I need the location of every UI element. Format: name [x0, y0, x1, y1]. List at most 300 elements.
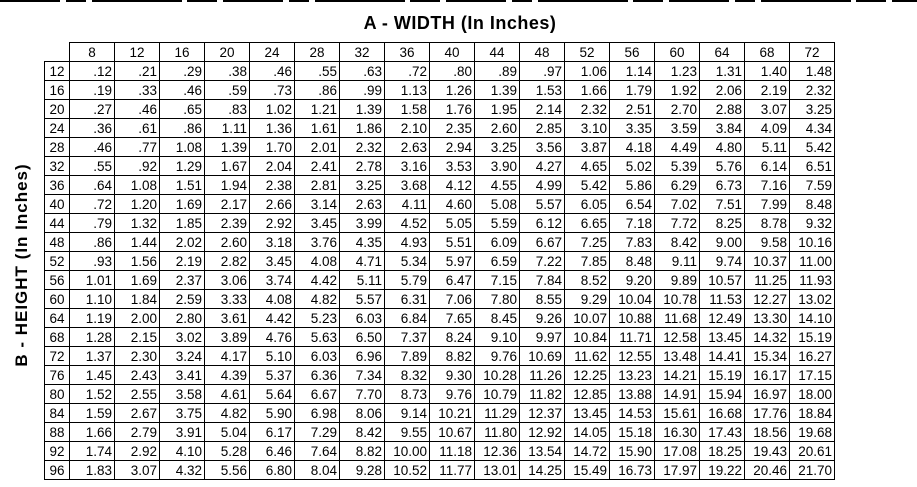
value-cell: 5.04 — [205, 423, 250, 442]
value-cell: 4.52 — [385, 214, 430, 233]
height-row-header: 84 — [45, 404, 70, 423]
width-header-cell: 68 — [745, 43, 790, 62]
value-cell: 12.58 — [655, 328, 700, 347]
value-cell: 1.26 — [430, 81, 475, 100]
value-cell: 2.02 — [160, 233, 205, 252]
value-cell: 6.96 — [340, 347, 385, 366]
width-axis-title: A - WIDTH (In Inches) — [363, 13, 557, 33]
value-cell: 17.97 — [655, 461, 700, 480]
value-cell: 14.91 — [655, 385, 700, 404]
value-cell: 2.04 — [250, 157, 295, 176]
value-cell: 2.82 — [205, 252, 250, 271]
value-cell: 5.05 — [430, 214, 475, 233]
value-cell: 2.78 — [340, 157, 385, 176]
width-header-cell: 8 — [70, 43, 115, 62]
value-cell: 7.25 — [565, 233, 610, 252]
value-cell: .55 — [70, 157, 115, 176]
value-cell: .93 — [70, 252, 115, 271]
value-cell: 13.45 — [565, 404, 610, 423]
value-cell: .59 — [205, 81, 250, 100]
value-cell: 11.53 — [700, 290, 745, 309]
value-cell: 15.18 — [610, 423, 655, 442]
value-cell: 9.58 — [745, 233, 790, 252]
value-cell: 5.86 — [610, 176, 655, 195]
value-cell: 8.55 — [520, 290, 565, 309]
value-cell: 13.01 — [475, 461, 520, 480]
value-cell: 6.51 — [790, 157, 835, 176]
table-row — [45, 309, 835, 328]
value-cell: 3.45 — [250, 252, 295, 271]
value-cell: 4.80 — [700, 138, 745, 157]
value-cell: 3.89 — [205, 328, 250, 347]
value-cell: 12.92 — [520, 423, 565, 442]
value-cell: 1.21 — [295, 100, 340, 119]
width-header-cell: 20 — [205, 43, 250, 62]
value-cell: .92 — [115, 157, 160, 176]
value-cell: 6.46 — [250, 442, 295, 461]
table-row — [45, 195, 835, 214]
value-cell: 3.84 — [700, 119, 745, 138]
value-cell: 5.63 — [295, 328, 340, 347]
width-header-cell: 16 — [160, 43, 205, 62]
value-cell: 16.68 — [700, 404, 745, 423]
value-cell: 11.62 — [565, 347, 610, 366]
value-cell: 12.55 — [610, 347, 655, 366]
value-cell: 1.14 — [610, 62, 655, 81]
value-cell: 14.05 — [565, 423, 610, 442]
value-cell: 1.39 — [475, 81, 520, 100]
value-cell: 8.78 — [745, 214, 790, 233]
value-cell: 8.82 — [340, 442, 385, 461]
height-row-header: 40 — [45, 195, 70, 214]
value-cell: 10.79 — [475, 385, 520, 404]
value-cell: 21.70 — [790, 461, 835, 480]
value-cell: 3.25 — [475, 138, 520, 157]
table-row — [45, 252, 835, 271]
value-cell: 2.17 — [205, 195, 250, 214]
value-cell: 19.68 — [790, 423, 835, 442]
width-header-cell: 60 — [655, 43, 700, 62]
value-cell: 15.34 — [745, 347, 790, 366]
value-cell: 9.00 — [700, 233, 745, 252]
value-cell: 1.45 — [70, 366, 115, 385]
value-cell: 13.02 — [790, 290, 835, 309]
value-cell: 3.07 — [745, 100, 790, 119]
value-cell: 8.48 — [790, 195, 835, 214]
value-cell: 4.82 — [295, 290, 340, 309]
width-header-cell: 64 — [700, 43, 745, 62]
value-cell: 20.61 — [790, 442, 835, 461]
value-cell: 4.08 — [295, 252, 340, 271]
value-cell: 2.80 — [160, 309, 205, 328]
value-cell: 6.36 — [295, 366, 340, 385]
value-cell: 1.08 — [115, 176, 160, 195]
value-cell: 4.11 — [385, 195, 430, 214]
value-cell: 14.21 — [655, 366, 700, 385]
value-cell: 2.15 — [115, 328, 160, 347]
value-cell: .21 — [115, 62, 160, 81]
value-cell: .97 — [520, 62, 565, 81]
value-cell: 4.34 — [790, 119, 835, 138]
value-cell: 5.76 — [700, 157, 745, 176]
value-cell: 3.10 — [565, 119, 610, 138]
height-row-header: 24 — [45, 119, 70, 138]
value-cell: 1.51 — [160, 176, 205, 195]
value-cell: 1.52 — [70, 385, 115, 404]
value-cell: 3.61 — [205, 309, 250, 328]
value-cell: 4.76 — [250, 328, 295, 347]
value-cell: 7.64 — [295, 442, 340, 461]
value-cell: 3.33 — [205, 290, 250, 309]
value-cell: 4.09 — [745, 119, 790, 138]
table-row — [45, 62, 835, 81]
value-cell: 1.44 — [115, 233, 160, 252]
value-cell: 3.06 — [205, 271, 250, 290]
value-cell: 8.04 — [295, 461, 340, 480]
value-cell: .12 — [70, 62, 115, 81]
height-row-header: 76 — [45, 366, 70, 385]
value-cell: 3.56 — [520, 138, 565, 157]
value-cell: 7.72 — [655, 214, 700, 233]
value-cell: 6.98 — [295, 404, 340, 423]
value-cell: 5.57 — [340, 290, 385, 309]
value-cell: 14.32 — [745, 328, 790, 347]
value-cell: 7.16 — [745, 176, 790, 195]
value-cell: 4.65 — [565, 157, 610, 176]
value-cell: 19.43 — [745, 442, 790, 461]
value-cell: 3.41 — [160, 366, 205, 385]
value-cell: 7.02 — [655, 195, 700, 214]
value-cell: 10.78 — [655, 290, 700, 309]
value-cell: 14.53 — [610, 404, 655, 423]
value-cell: 1.20 — [115, 195, 160, 214]
value-cell: 17.08 — [655, 442, 700, 461]
table-row — [45, 214, 835, 233]
value-cell: 1.06 — [565, 62, 610, 81]
value-cell: .27 — [70, 100, 115, 119]
value-cell: 18.00 — [790, 385, 835, 404]
value-cell: 1.58 — [385, 100, 430, 119]
value-cell: 5.57 — [520, 195, 565, 214]
value-cell: 2.66 — [250, 195, 295, 214]
value-cell: .36 — [70, 119, 115, 138]
value-cell: 4.10 — [160, 442, 205, 461]
width-header-cell: 28 — [295, 43, 340, 62]
value-cell: 5.64 — [250, 385, 295, 404]
value-cell: 8.06 — [340, 404, 385, 423]
table-row — [45, 385, 835, 404]
value-cell: 2.32 — [340, 138, 385, 157]
value-cell: 4.60 — [430, 195, 475, 214]
width-header-cell: 48 — [520, 43, 565, 62]
value-cell: 2.32 — [790, 81, 835, 100]
value-cell: 4.42 — [295, 271, 340, 290]
value-cell: 9.28 — [340, 461, 385, 480]
value-cell: 17.15 — [790, 366, 835, 385]
value-cell: 11.77 — [430, 461, 475, 480]
value-cell: 1.69 — [160, 195, 205, 214]
value-cell: 1.48 — [790, 62, 835, 81]
value-cell: 1.76 — [430, 100, 475, 119]
value-cell: 13.23 — [610, 366, 655, 385]
value-cell: 2.55 — [115, 385, 160, 404]
value-cell: 9.20 — [610, 271, 655, 290]
height-row-header: 52 — [45, 252, 70, 271]
value-cell: 4.99 — [520, 176, 565, 195]
value-cell: 5.51 — [430, 233, 475, 252]
value-cell: .38 — [205, 62, 250, 81]
value-cell: 6.09 — [475, 233, 520, 252]
value-cell: .79 — [70, 214, 115, 233]
value-cell: 7.65 — [430, 309, 475, 328]
value-cell: 17.43 — [700, 423, 745, 442]
value-cell: 4.32 — [160, 461, 205, 480]
value-cell: 5.42 — [565, 176, 610, 195]
value-cell: 10.21 — [430, 404, 475, 423]
value-cell: 1.13 — [385, 81, 430, 100]
value-cell: 9.29 — [565, 290, 610, 309]
value-cell: 2.79 — [115, 423, 160, 442]
value-cell: 7.18 — [610, 214, 655, 233]
value-cell: 8.42 — [655, 233, 700, 252]
value-cell: 2.35 — [430, 119, 475, 138]
value-cell: 16.97 — [745, 385, 790, 404]
value-cell: 2.19 — [745, 81, 790, 100]
width-header-cell: 24 — [250, 43, 295, 62]
value-cell: 15.94 — [700, 385, 745, 404]
height-row-header: 44 — [45, 214, 70, 233]
value-cell: 10.88 — [610, 309, 655, 328]
table-row — [45, 290, 835, 309]
value-cell: 5.34 — [385, 252, 430, 271]
value-cell: .29 — [160, 62, 205, 81]
value-cell: .19 — [70, 81, 115, 100]
width-header-cell: 72 — [790, 43, 835, 62]
value-cell: 9.89 — [655, 271, 700, 290]
width-header-cell: 36 — [385, 43, 430, 62]
value-cell: 12.85 — [565, 385, 610, 404]
width-header-cell: 52 — [565, 43, 610, 62]
value-cell: 3.25 — [340, 176, 385, 195]
value-cell: 2.10 — [385, 119, 430, 138]
width-header-cell: 56 — [610, 43, 655, 62]
value-cell: 1.59 — [70, 404, 115, 423]
value-cell: 6.05 — [565, 195, 610, 214]
value-cell: 1.11 — [205, 119, 250, 138]
value-cell: 11.00 — [790, 252, 835, 271]
value-cell: 6.03 — [295, 347, 340, 366]
value-cell: 5.10 — [250, 347, 295, 366]
value-cell: 16.27 — [790, 347, 835, 366]
value-cell: 18.84 — [790, 404, 835, 423]
height-row-header: 72 — [45, 347, 70, 366]
value-cell: 11.93 — [790, 271, 835, 290]
height-row-header: 64 — [45, 309, 70, 328]
value-cell: 8.48 — [610, 252, 655, 271]
value-cell: .73 — [250, 81, 295, 100]
value-cell: 4.93 — [385, 233, 430, 252]
value-cell: 6.73 — [700, 176, 745, 195]
value-cell: 2.88 — [700, 100, 745, 119]
value-cell: 2.94 — [430, 138, 475, 157]
value-cell: 1.61 — [295, 119, 340, 138]
table-row — [45, 347, 835, 366]
value-cell: 14.41 — [700, 347, 745, 366]
value-cell: 14.72 — [565, 442, 610, 461]
value-cell: 2.19 — [160, 252, 205, 271]
value-cell: 5.79 — [385, 271, 430, 290]
value-cell: 7.37 — [385, 328, 430, 347]
value-cell: 6.65 — [565, 214, 610, 233]
value-cell: 3.99 — [340, 214, 385, 233]
value-cell: 4.17 — [205, 347, 250, 366]
value-cell: 6.67 — [520, 233, 565, 252]
value-cell: 4.35 — [340, 233, 385, 252]
value-cell: 5.59 — [475, 214, 520, 233]
value-cell: 3.90 — [475, 157, 520, 176]
value-cell: 7.84 — [520, 271, 565, 290]
value-grid — [44, 42, 835, 480]
value-cell: 18.25 — [700, 442, 745, 461]
value-cell: 13.45 — [700, 328, 745, 347]
value-cell: .61 — [115, 119, 160, 138]
value-cell: 1.37 — [70, 347, 115, 366]
table-row — [45, 366, 835, 385]
value-cell: 1.69 — [115, 271, 160, 290]
value-cell: 7.06 — [430, 290, 475, 309]
table-row — [45, 100, 835, 119]
value-cell: 10.16 — [790, 233, 835, 252]
value-cell: 1.39 — [205, 138, 250, 157]
value-cell: 2.92 — [115, 442, 160, 461]
value-cell: 6.47 — [430, 271, 475, 290]
value-cell: 8.73 — [385, 385, 430, 404]
value-cell: 1.94 — [205, 176, 250, 195]
value-cell: 4.39 — [205, 366, 250, 385]
value-cell: 10.67 — [430, 423, 475, 442]
value-cell: 10.07 — [565, 309, 610, 328]
value-cell: 9.14 — [385, 404, 430, 423]
value-cell: 8.25 — [700, 214, 745, 233]
value-cell: 11.71 — [610, 328, 655, 347]
value-cell: .46 — [160, 81, 205, 100]
value-cell: 4.27 — [520, 157, 565, 176]
value-cell: 3.87 — [565, 138, 610, 157]
value-cell: 4.55 — [475, 176, 520, 195]
value-cell: 4.61 — [205, 385, 250, 404]
value-cell: 2.30 — [115, 347, 160, 366]
table-row — [45, 442, 835, 461]
value-cell: 6.29 — [655, 176, 700, 195]
value-cell: 6.03 — [340, 309, 385, 328]
value-cell: 1.70 — [250, 138, 295, 157]
value-cell: 18.56 — [745, 423, 790, 442]
value-cell: 1.01 — [70, 271, 115, 290]
value-cell: 1.32 — [115, 214, 160, 233]
value-cell: 4.18 — [610, 138, 655, 157]
value-cell: 2.39 — [205, 214, 250, 233]
value-cell: 6.54 — [610, 195, 655, 214]
value-cell: 1.10 — [70, 290, 115, 309]
value-cell: 2.60 — [205, 233, 250, 252]
value-cell: .46 — [70, 138, 115, 157]
table-row — [45, 423, 835, 442]
height-axis-title: B - HEIGHT (In Inches) — [12, 163, 31, 367]
value-cell: 5.90 — [250, 404, 295, 423]
value-cell: 7.99 — [745, 195, 790, 214]
value-cell: 10.84 — [565, 328, 610, 347]
value-cell: 3.07 — [115, 461, 160, 480]
value-cell: 5.23 — [295, 309, 340, 328]
value-cell: 8.52 — [565, 271, 610, 290]
value-cell: 4.82 — [205, 404, 250, 423]
value-cell: 1.74 — [70, 442, 115, 461]
value-cell: .77 — [115, 138, 160, 157]
value-cell: 2.41 — [295, 157, 340, 176]
table-row — [45, 81, 835, 100]
table-row — [45, 176, 835, 195]
value-cell: .86 — [70, 233, 115, 252]
value-cell: 3.25 — [790, 100, 835, 119]
value-cell: 3.14 — [295, 195, 340, 214]
value-cell: 6.31 — [385, 290, 430, 309]
value-cell: 19.22 — [700, 461, 745, 480]
value-cell: 9.32 — [790, 214, 835, 233]
value-cell: 3.35 — [610, 119, 655, 138]
value-cell: 3.18 — [250, 233, 295, 252]
value-cell: 7.70 — [340, 385, 385, 404]
value-cell: .80 — [430, 62, 475, 81]
height-row-header: 68 — [45, 328, 70, 347]
table-row — [45, 271, 835, 290]
value-cell: 12.49 — [700, 309, 745, 328]
value-cell: 9.55 — [385, 423, 430, 442]
value-cell: 4.71 — [340, 252, 385, 271]
value-cell: 1.79 — [610, 81, 655, 100]
value-cell: 3.68 — [385, 176, 430, 195]
value-cell: 16.17 — [745, 366, 790, 385]
value-cell: 5.97 — [430, 252, 475, 271]
value-cell: 9.97 — [520, 328, 565, 347]
value-cell: .64 — [70, 176, 115, 195]
value-cell: 3.45 — [295, 214, 340, 233]
value-cell: 2.00 — [115, 309, 160, 328]
height-row-header: 56 — [45, 271, 70, 290]
value-cell: 2.70 — [655, 100, 700, 119]
height-row-header: 12 — [45, 62, 70, 81]
value-cell: 7.89 — [385, 347, 430, 366]
table-row — [45, 328, 835, 347]
value-cell: 3.75 — [160, 404, 205, 423]
value-cell: 13.54 — [520, 442, 565, 461]
value-cell: 7.15 — [475, 271, 520, 290]
value-cell: 1.28 — [70, 328, 115, 347]
value-cell: 7.51 — [700, 195, 745, 214]
value-cell: .86 — [160, 119, 205, 138]
value-cell: .46 — [115, 100, 160, 119]
value-cell: 2.51 — [610, 100, 655, 119]
height-row-header: 28 — [45, 138, 70, 157]
width-header-cell: 32 — [340, 43, 385, 62]
value-cell: 7.83 — [610, 233, 655, 252]
value-cell: 11.68 — [655, 309, 700, 328]
value-cell: 12.36 — [475, 442, 520, 461]
value-cell: 16.73 — [610, 461, 655, 480]
value-cell: 9.26 — [520, 309, 565, 328]
value-cell: 2.81 — [295, 176, 340, 195]
value-cell: 11.18 — [430, 442, 475, 461]
value-cell: 7.22 — [520, 252, 565, 271]
